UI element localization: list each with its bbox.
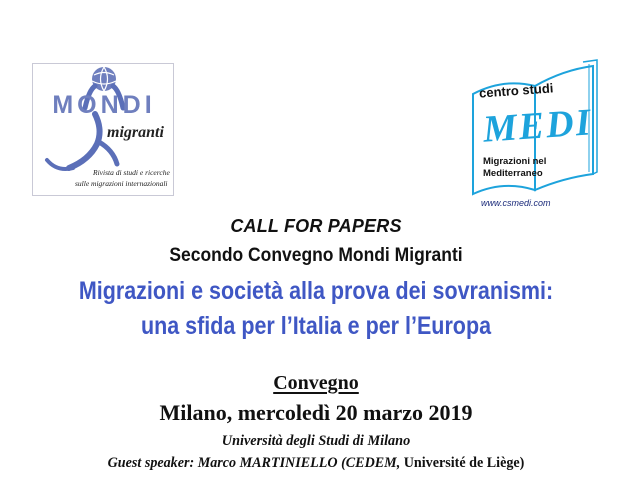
logo-top-text: centro studi	[478, 80, 554, 101]
guest-speaker-name: Guest speaker: Marco MARTINIELLO (CEDEM,	[107, 455, 401, 471]
logo-subword: migranti	[107, 124, 164, 141]
centro-studi-medi-logo	[463, 56, 599, 211]
main-title-line-2: una sfida per l’Italia e per l’Europa	[140, 312, 492, 340]
logo-caption-1: Migrazioni nel	[483, 156, 547, 167]
guest-speaker	[19, 455, 613, 472]
conference-subtitle: Secondo Convegno Mondi Migranti	[169, 245, 463, 266]
main-title-line-1: Migrazioni e società alla prova dei sovranismi:	[78, 277, 554, 305]
call-for-papers-heading: CALL FOR PAPERS	[230, 216, 402, 236]
logo-brand: MEDI	[481, 101, 594, 151]
logo-website: www.csmedi.com	[481, 198, 551, 208]
logo-tagline-1: Rivista di studi e ricerche	[93, 168, 170, 177]
event-type	[0, 372, 632, 395]
mondi-migranti-logo	[32, 63, 174, 196]
event-date: Milano, mercoledì 20 marzo 2019	[159, 400, 473, 425]
logo-caption-2: Mediterraneo	[483, 168, 543, 179]
logo-tagline-2: sulle migrazioni internazionali	[75, 179, 168, 188]
guest-speaker-affiliation: Université de Liège)	[403, 455, 525, 471]
logo-wordmark: MONDI	[52, 91, 156, 119]
event-venue: Università degli Studi di Milano	[221, 433, 411, 449]
event-type-label: Convegno	[273, 372, 359, 394]
